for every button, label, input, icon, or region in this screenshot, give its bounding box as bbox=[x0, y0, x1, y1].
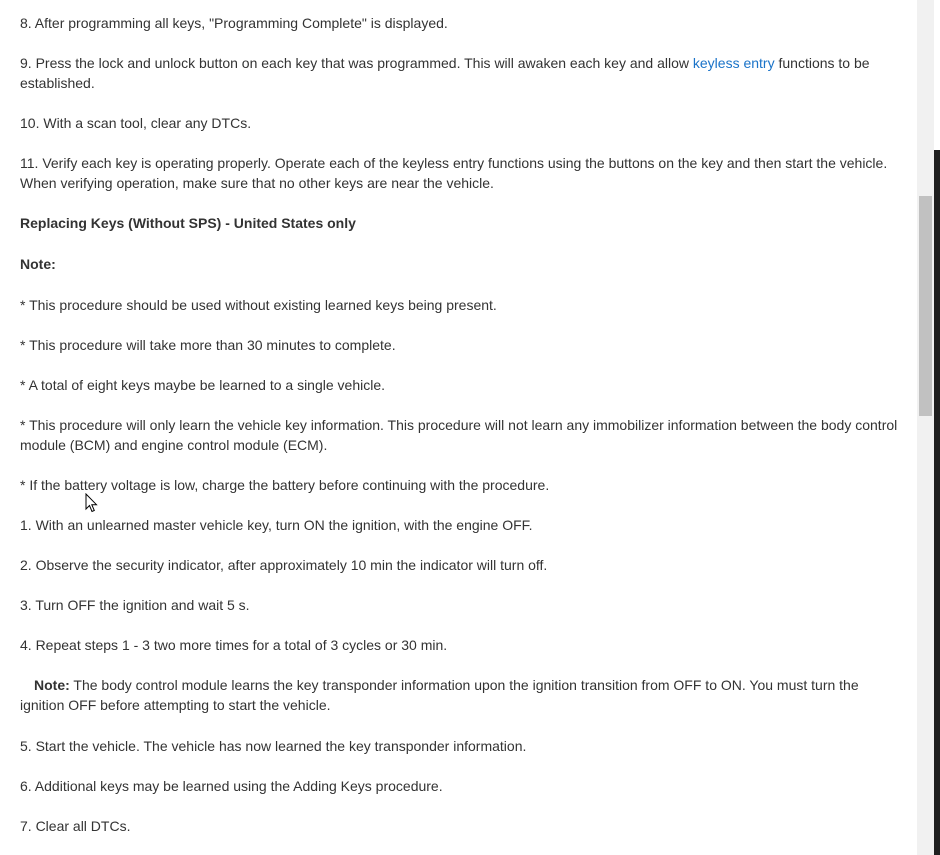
section-heading: Replacing Keys (Without SPS) - United States only bbox=[20, 215, 356, 231]
bullet-item: * This procedure will only learn the vehicle key information. This procedure will not learn any immobilizer information between the body control module (BCM) and engine control module (ECM). bbox=[20, 417, 898, 453]
inline-note-label: Note: bbox=[34, 677, 70, 693]
inline-note bbox=[20, 675, 905, 715]
step-11: 11. Verify each key is operating properly. Operate each of the keyless entry functions using the buttons on the key and then start the vehicle. When verifying operation, make sure that no other keys are near the vehicle. bbox=[20, 155, 888, 191]
step-9-text-pre: 9. Press the lock and unlock button on each key that was programmed. This will awaken each key and allow bbox=[20, 55, 693, 71]
procedure-step: 5. Start the vehicle. The vehicle has now learned the key transponder information. bbox=[20, 738, 527, 754]
procedure-step: 7. Clear all DTCs. bbox=[20, 818, 131, 834]
procedure-step: 2. Observe the security indicator, after approximately 10 min the indicator will turn off. bbox=[20, 557, 548, 573]
vertical-scrollbar[interactable] bbox=[917, 0, 934, 855]
bullet-item: * This procedure will take more than 30 minutes to complete. bbox=[20, 337, 396, 353]
procedure-step: 1. With an unlearned master vehicle key, turn ON the ignition, with the engine OFF. bbox=[20, 517, 533, 533]
step-8: 8. After programming all keys, "Programming Complete" is displayed. bbox=[20, 15, 448, 31]
bullet-item: * A total of eight keys maybe be learned to a single vehicle. bbox=[20, 377, 386, 393]
mouse-pointer-icon bbox=[85, 493, 99, 516]
bullet-item: * This procedure should be used without existing learned keys being present. bbox=[20, 297, 497, 313]
note-label: Note: bbox=[20, 256, 56, 272]
step-10: 10. With a scan tool, clear any DTCs. bbox=[20, 115, 252, 131]
procedure-step: 3. Turn OFF the ignition and wait 5 s. bbox=[20, 597, 250, 613]
window-edge bbox=[934, 150, 940, 855]
procedure-step: 4. Repeat steps 1 - 3 two more times for a total of 3 cycles or 30 min. bbox=[20, 637, 448, 653]
step-9-text-post: functions to be established. bbox=[20, 55, 870, 91]
procedure-step: 6. Additional keys may be learned using the Adding Keys procedure. bbox=[20, 778, 443, 794]
scrollbar-thumb[interactable] bbox=[919, 196, 932, 416]
inline-note-text: The body control module learns the key transponder information upon the ignition transition from OFF to ON. You must turn the ignition OFF before attempting to start the vehicle. bbox=[20, 677, 859, 713]
step-9 bbox=[20, 53, 905, 93]
bullet-item: * If the battery voltage is low, charge the battery before continuing with the procedure. bbox=[20, 477, 550, 493]
keyless-entry-link[interactable]: keyless entry bbox=[692, 55, 775, 71]
